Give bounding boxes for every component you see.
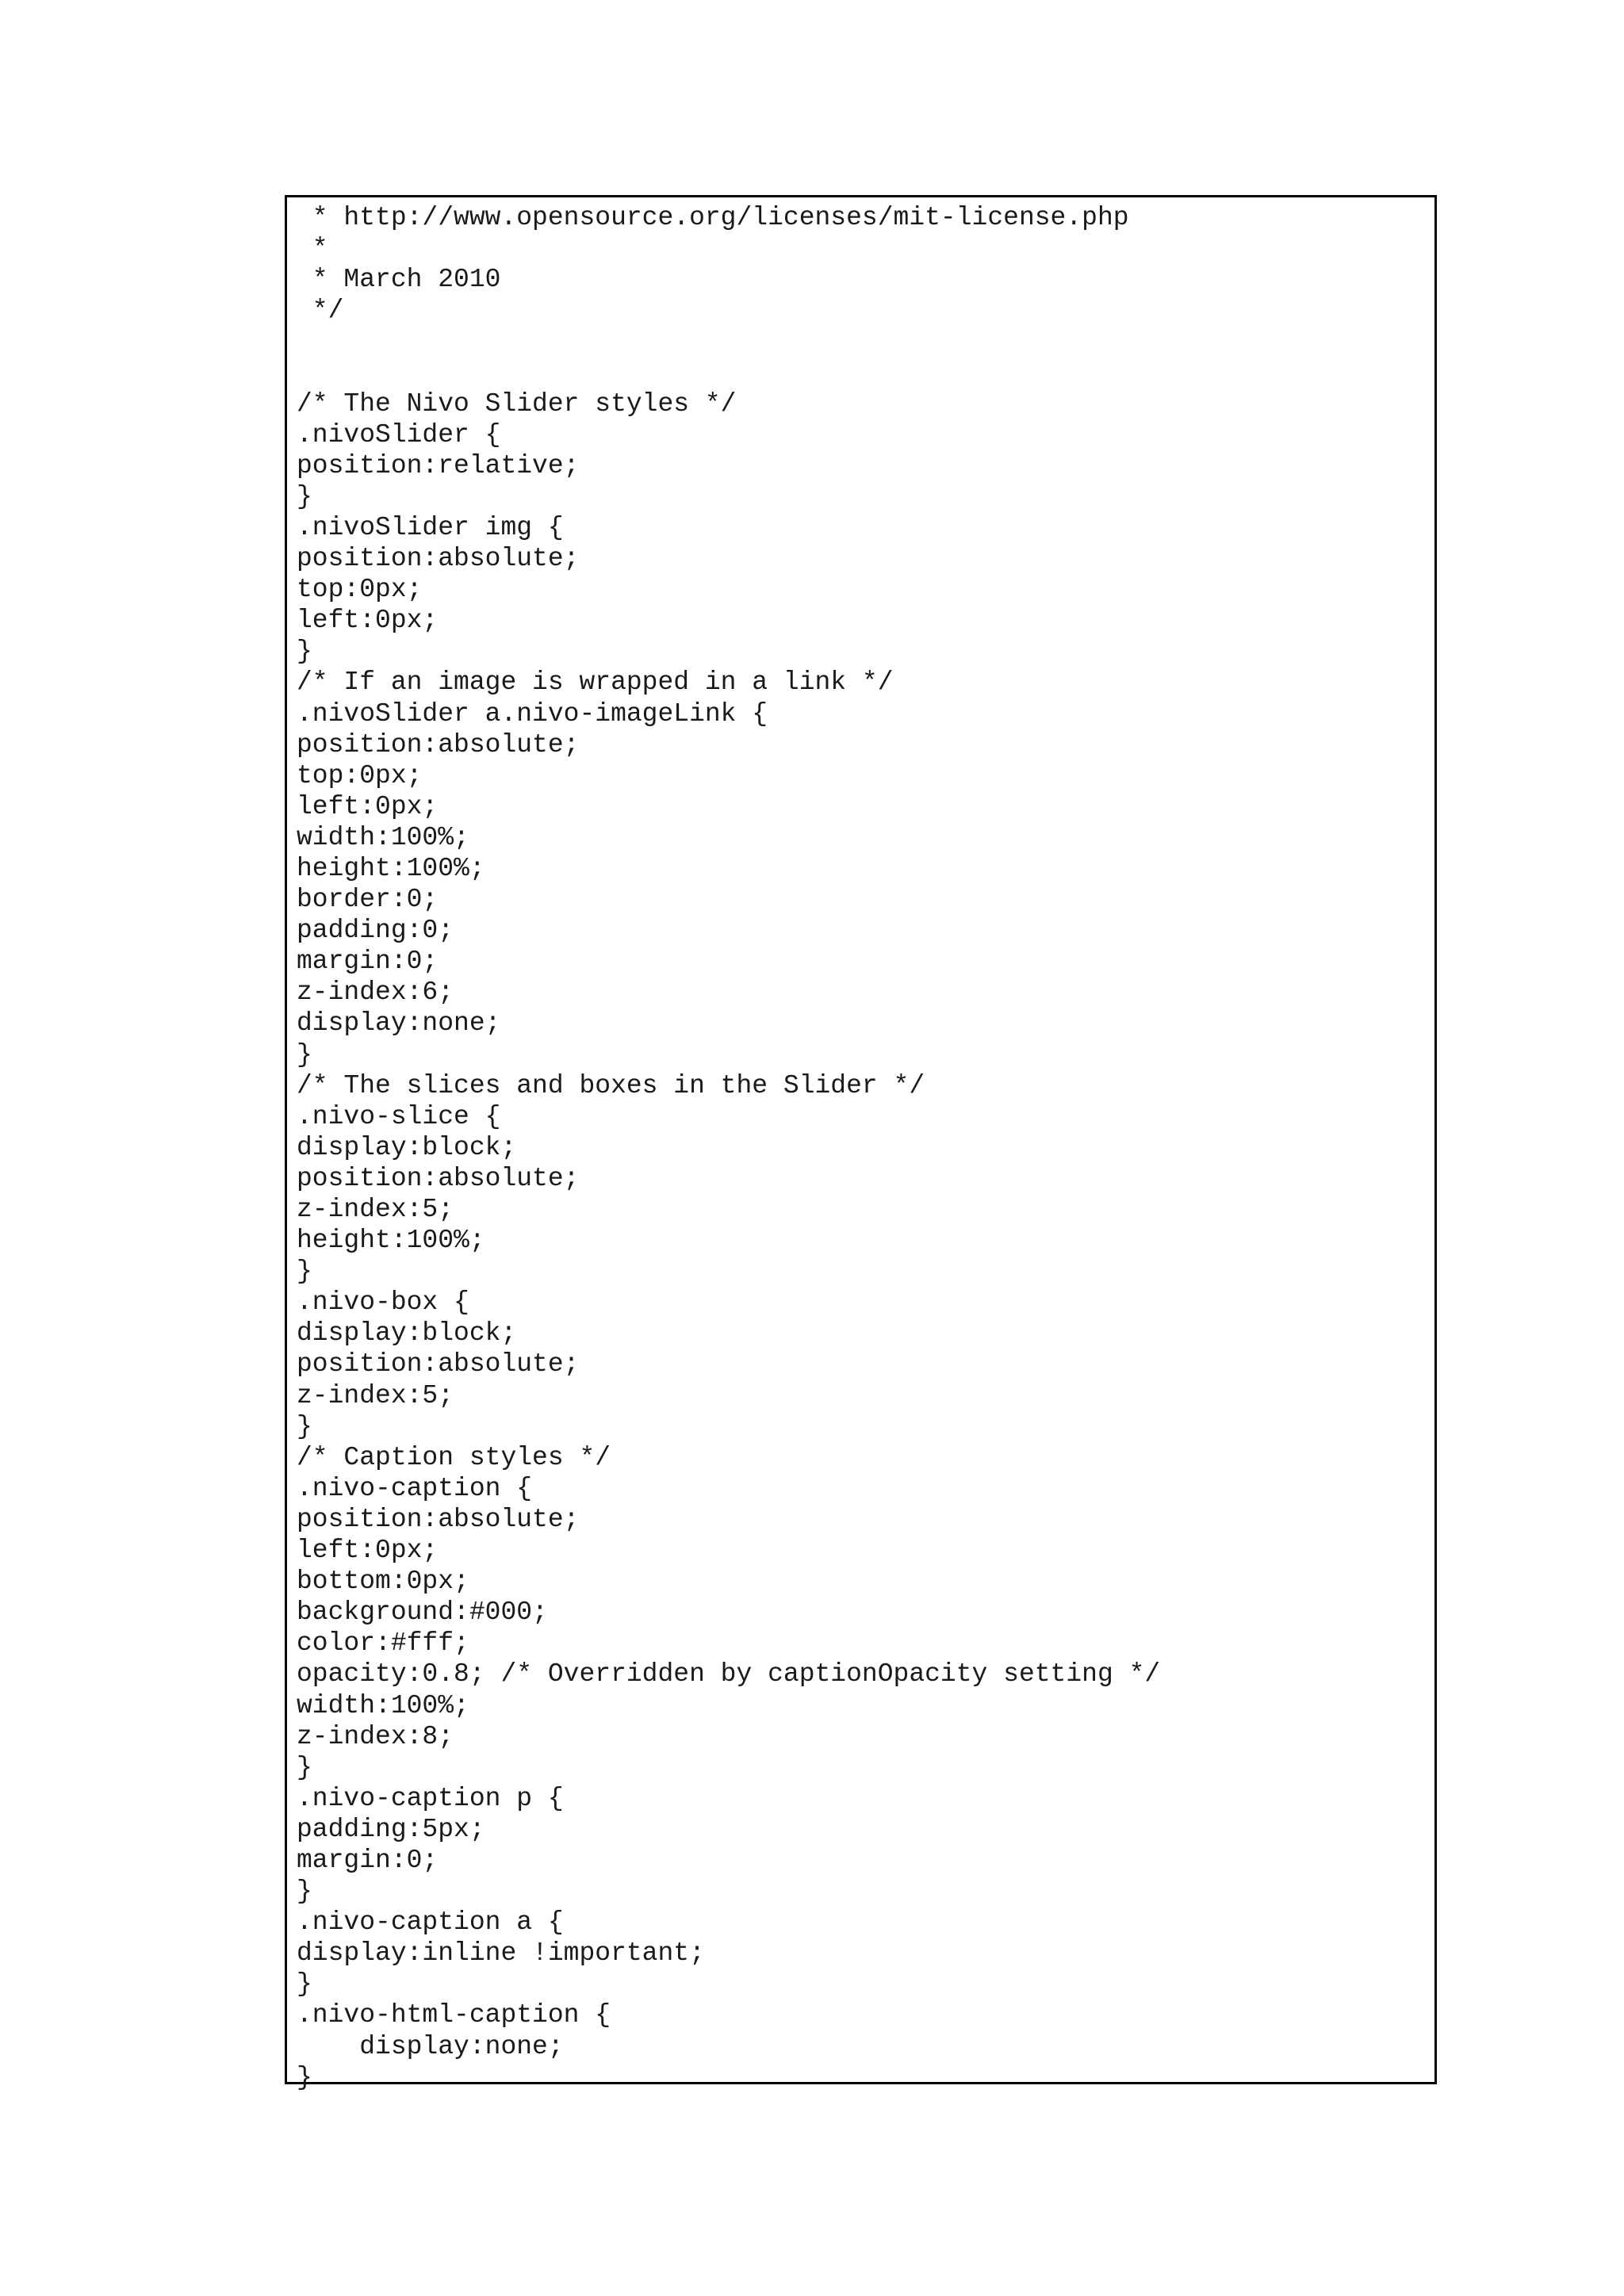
code-listing-box: [285, 195, 1437, 2092]
code-line: z-index:8;: [297, 1721, 454, 1751]
code-line: .nivoSlider {: [297, 419, 501, 450]
code-line: }: [297, 1752, 312, 1782]
code-line: position:absolute;: [297, 1349, 580, 1380]
code-line: .nivoSlider img {: [297, 512, 564, 542]
code-line: display:none;: [297, 2031, 564, 2061]
code-line: }: [297, 1257, 312, 1287]
code-line: opacity:0.8; /* Overridden by captionOpacity setting */: [297, 1659, 1161, 1689]
code-line: /* The Nivo Slider styles */: [297, 388, 737, 419]
code-line: .nivo-caption p {: [297, 1783, 564, 1813]
code-line: }: [297, 1877, 312, 1907]
code-line: }: [297, 481, 312, 511]
code-line: margin:0;: [297, 947, 439, 977]
code-line: /* The slices and boxes in the Slider */: [297, 1070, 925, 1100]
code-line: .nivo-caption {: [297, 1473, 533, 1503]
code-line: * http://www.opensource.org/licenses/mit-license.php: [297, 203, 1129, 232]
code-line: position:absolute;: [297, 544, 580, 574]
code-line: top:0px;: [297, 760, 423, 790]
code-line: z-index:6;: [297, 978, 454, 1008]
code-line: display:block;: [297, 1318, 517, 1349]
code-line: top:0px;: [297, 575, 423, 605]
code-line: padding:0;: [297, 916, 454, 946]
code-line: }: [297, 637, 312, 667]
code-line: width:100%;: [297, 1690, 469, 1720]
code-line: padding:5px;: [297, 1814, 485, 1844]
code-line: height:100%;: [297, 853, 485, 883]
code-line: width:100%;: [297, 822, 469, 852]
code-line: background:#000;: [297, 1598, 548, 1628]
code-line: */: [297, 296, 344, 326]
code-line: .nivo-slice {: [297, 1101, 501, 1131]
code-line: left:0px;: [297, 791, 439, 821]
code-line: display:inline !important;: [297, 1938, 705, 1969]
code-line: .nivoSlider a.nivo-imageLink {: [297, 698, 768, 729]
code-line: }: [297, 2062, 312, 2092]
code-line: height:100%;: [297, 1226, 485, 1256]
code-line: display:block;: [297, 1132, 517, 1162]
code-line: position:absolute;: [297, 1504, 580, 1534]
code-line: display:none;: [297, 1008, 501, 1039]
code-line: margin:0;: [297, 1845, 439, 1875]
code-line: position:absolute;: [297, 729, 580, 760]
code-line: /* Caption styles */: [297, 1442, 611, 1472]
code-line: }: [297, 1039, 312, 1070]
code-line: position:absolute;: [297, 1163, 580, 1193]
code-line: border:0;: [297, 885, 439, 915]
code-line: z-index:5;: [297, 1380, 454, 1410]
code-line: bottom:0px;: [297, 1567, 469, 1597]
code-line: left:0px;: [297, 1536, 439, 1566]
code-line: .nivo-html-caption {: [297, 2000, 611, 2030]
code-line: color:#fff;: [297, 1628, 469, 1659]
code-line: * March 2010: [297, 265, 501, 295]
code-line: z-index:5;: [297, 1195, 454, 1224]
code-line: .nivo-box {: [297, 1288, 469, 1318]
code-line: /* If an image is wrapped in a link */: [297, 668, 894, 698]
code-line: }: [297, 1969, 312, 1999]
code-line: position:relative;: [297, 450, 580, 480]
code-line: .nivo-caption a {: [297, 1908, 564, 1938]
code-line: [297, 326, 1434, 357]
code-line: [297, 357, 1434, 388]
code-line: left:0px;: [297, 606, 439, 636]
code-line: *: [297, 234, 328, 264]
code-line: }: [297, 1411, 312, 1441]
